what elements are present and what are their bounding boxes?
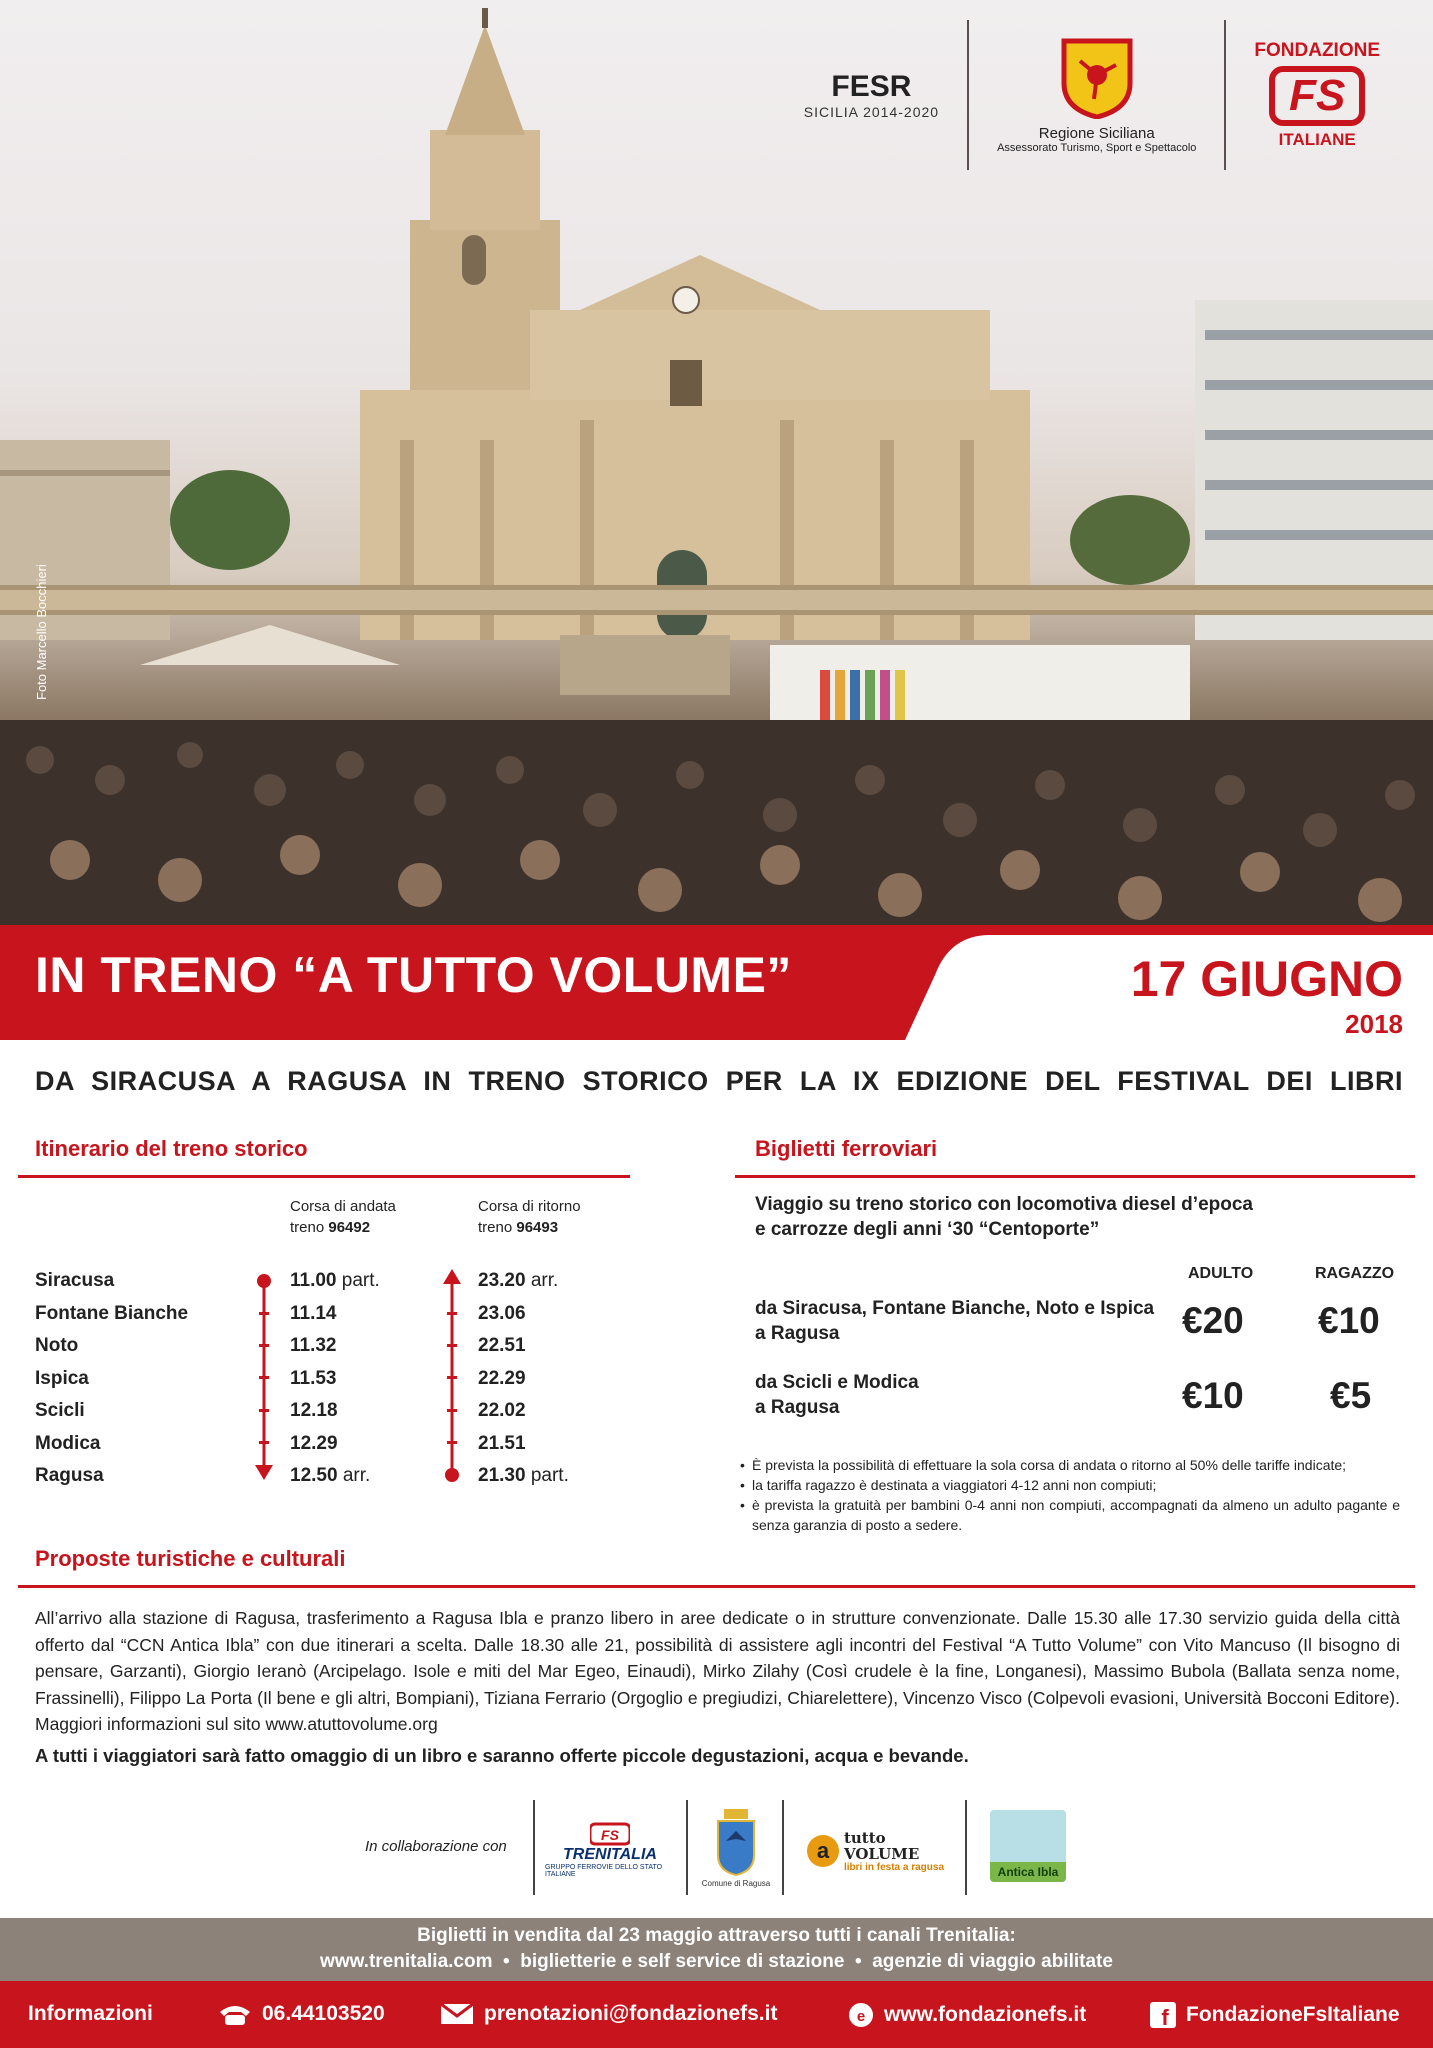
sponsor-logos (776, 20, 1408, 170)
atuttovolume-line2: VOLUME (843, 1844, 920, 1863)
ticket-note: • è prevista la gratuità per bambini 0-4 anni non compiuti, accompagnati da almeno un adulto pagante e senza garanzia di posto a sedere. (740, 1495, 1400, 1535)
outbound-time: 12.29 (290, 1433, 338, 1454)
collab-label: In collaborazione con (365, 1838, 507, 1855)
fesr-name: FESR (831, 70, 912, 103)
ticket-route-line2: a Ragusa (755, 1323, 840, 1344)
stop-name: Ispica (35, 1368, 89, 1389)
ticket-route (755, 1370, 919, 1420)
timeline-graphic (250, 1262, 470, 1492)
stop-name: Siracusa (35, 1270, 115, 1291)
ragusa-crest-icon (714, 1807, 758, 1877)
atuttovolume-sub: libri in festa a ragusa (843, 1861, 945, 1873)
return-header (478, 1196, 581, 1238)
fesr-sub: SICILIA 2014-2020 (803, 104, 940, 120)
event-year: 2018 (1345, 1009, 1403, 1039)
outbound-time: 11.32 (290, 1335, 337, 1356)
tickets-desc-line2: e carrozze degli anni ‘30 “Centoporte” (755, 1219, 1100, 1240)
tickets-description (755, 1192, 1253, 1242)
ticket-route-line2: a Ragusa (755, 1397, 840, 1418)
event-title: IN TRENO “A TUTTO VOLUME” (35, 947, 792, 1003)
fesr-logo (776, 20, 967, 170)
trenitalia-name: TRENITALIA (563, 1846, 657, 1863)
regione-logo (969, 20, 1224, 170)
outbound-time: 12.18 (290, 1400, 338, 1421)
return-time: 22.02 (478, 1400, 526, 1421)
stop-name: Modica (35, 1433, 101, 1454)
return-time: 23.20 arr. (478, 1270, 559, 1291)
sales-band (0, 1918, 1433, 1981)
svg-text:e: e (856, 2008, 866, 2025)
fondazione-fs-logo (1226, 20, 1408, 170)
collab-divider (965, 1800, 967, 1895)
phone-icon (218, 2002, 252, 2026)
return-time: 22.29 (478, 1368, 526, 1389)
proposte-text: All’arrivo alla stazione di Ragusa, trasferimento a Ragusa Ibla e pranzo libero in aree dedicate o in strutture convenzionate. Dalle 15.30 alle 17.30 servizio guida della città offerto dal “CCN Antica Ibla” con due itinerari a scelta. Dalle 18.30 alle 21, possibilità di assistere agli incontri del Festival “A Tutto Volume” con Vito Mancuso (Il bisogno di pensare, Garzanti), Giorgio Ieranò (Arcipelago. Isole e miti del Mar Egeo, Einaudi), Mirko Zilahy (Così crudele è la fine, Longanesi), Massimo Bubola (Ballata senza nome, Frassinelli), Filippo La Porta (Il bene e gli altri, Bompiani), Tiziana Ferrario (Orgoglio e pregiudizi, Chiarelettere), Vincenzo Visco (Colpevoli evasioni, Università Bocconi Editore). Maggiori informazioni sul sito www.atuttovolume.org (35, 1608, 1400, 1734)
return-train: treno 96493 (478, 1219, 559, 1236)
outbound-start-dot (257, 1274, 271, 1288)
stop-name: Fontane Bianche (35, 1303, 189, 1324)
stop-name: Ragusa (35, 1465, 104, 1486)
photo-credit: Foto Marcello Bocchieri (34, 564, 49, 700)
info-email[interactable]: prenotazioni@fondazionefs.it (440, 2002, 777, 2026)
antica-ibla-name: Antica Ibla (990, 1862, 1066, 1882)
fs-logo-badge: FS (1269, 66, 1365, 126)
ticket-note: • la tariffa ragazzo è destinata a viaggiatori 4-12 anni non compiuti; (740, 1475, 1400, 1495)
ticket-route-line1: da Scicli e Modica (755, 1372, 919, 1393)
tickets-heading: Biglietti ferroviari (755, 1136, 938, 1161)
collab-divider (782, 1800, 784, 1895)
column-adulto: ADULTO (1188, 1265, 1254, 1282)
regione-name: Regione Siciliana (1038, 124, 1155, 142)
outbound-arrow-icon (255, 1465, 273, 1480)
info-facebook[interactable]: f FondazioneFsItaliane (1150, 2002, 1400, 2028)
return-end-dot (445, 1468, 459, 1482)
outbound-label: Corsa di andata (290, 1198, 396, 1215)
trinacria-shield-icon (1060, 37, 1134, 119)
column-ragazzo: RAGAZZO (1315, 1265, 1395, 1282)
globe-icon (848, 2002, 874, 2028)
price-youth: €5 (1330, 1375, 1372, 1416)
outbound-time: 11.53 (290, 1368, 337, 1389)
ticket-route-line1: da Siracusa, Fontane Bianche, Noto e Ispica (755, 1298, 1155, 1319)
return-time: 21.51 (478, 1433, 526, 1454)
ticket-notes (740, 1455, 1400, 1535)
antica-ibla-logo (990, 1810, 1066, 1882)
itinerary-heading: Itinerario del treno storico (35, 1136, 308, 1161)
trenitalia-sub: GRUPPO FERROVIE DELLO STATO ITALIANE (545, 1864, 663, 1878)
proposte-heading: Proposte turistiche e culturali (35, 1546, 346, 1571)
svg-text:f: f (1161, 2005, 1169, 2028)
atuttovolume-line1: tutto (843, 1828, 886, 1847)
regione-sub: Assessorato Turismo, Sport e Spettacolo (997, 141, 1197, 154)
outbound-time: 11.14 (290, 1303, 337, 1324)
envelope-icon (440, 2002, 474, 2026)
return-arrow-icon (443, 1269, 461, 1284)
return-time: 22.51 (478, 1335, 526, 1356)
fs-logo-bottom: ITALIANE (1278, 130, 1356, 149)
tickets-desc-line1: Viaggio su treno storico con locomotiva diesel d’epoca (755, 1194, 1253, 1215)
collab-divider (686, 1800, 688, 1895)
fs-mark-icon (590, 1822, 630, 1846)
at-sign-icon (806, 1834, 840, 1868)
itinerary-rule (18, 1175, 630, 1178)
atuttovolume-logo (800, 1822, 950, 1880)
tickets-rule (735, 1175, 1415, 1178)
sales-line2: www.trenitalia.com • biglietterie e self service di stazione • agenzie di viaggio abilitate (320, 1951, 1113, 1972)
atuttovolume-text (844, 1830, 944, 1873)
return-time: 21.30 part. (478, 1465, 569, 1486)
ticket-note: • È prevista la possibilità di effettuare la sola corsa di andata o ritorno al 50% delle tariffe indicate; (740, 1455, 1400, 1475)
stop-name: Scicli (35, 1400, 85, 1421)
return-time: 23.06 (478, 1303, 526, 1324)
info-phone[interactable]: 06.44103520 (218, 2002, 385, 2026)
comune-name: Comune di Ragusa (701, 1878, 771, 1888)
proposte-highlight: A tutti i viaggiatori sarà fatto omaggio di un libro e saranno offerte piccole degustazioni, acqua e bevande. (35, 1745, 969, 1766)
facebook-icon (1150, 2002, 1176, 2028)
collab-divider (533, 1800, 535, 1895)
info-label: Informazioni (28, 2002, 153, 2025)
info-band (0, 1981, 1433, 2048)
stop-name: Noto (35, 1335, 79, 1356)
proposte-rule (18, 1585, 1415, 1588)
event-date: 17 GIUGNO (1130, 951, 1403, 1007)
outbound-header (290, 1196, 396, 1238)
price-adult: €10 (1182, 1375, 1244, 1416)
svg-text:FS: FS (601, 1827, 619, 1843)
return-label: Corsa di ritorno (478, 1198, 581, 1215)
outbound-time: 12.50 arr. (290, 1465, 371, 1486)
event-subtitle: DA SIRACUSA A RAGUSA IN TRENO STORICO PER LA IX EDIZIONE DEL FESTIVAL DEI LIBRI (35, 1066, 1403, 1096)
ticket-route (755, 1296, 1154, 1346)
svg-text:a: a (816, 1838, 830, 1863)
sales-line1: Biglietti in vendita dal 23 maggio attraverso tutti i canali Trenitalia: (417, 1925, 1016, 1946)
price-youth: €10 (1318, 1300, 1380, 1341)
outbound-train: treno 96492 (290, 1219, 371, 1236)
comune-ragusa-logo (700, 1802, 772, 1892)
fs-logo-top: FONDAZIONE (1254, 40, 1380, 61)
trenitalia-logo (545, 1820, 675, 1880)
outbound-time: 11.00 part. (290, 1270, 380, 1291)
info-web[interactable]: e www.fondazionefs.it (848, 2002, 1086, 2028)
price-adult: €20 (1182, 1300, 1244, 1341)
